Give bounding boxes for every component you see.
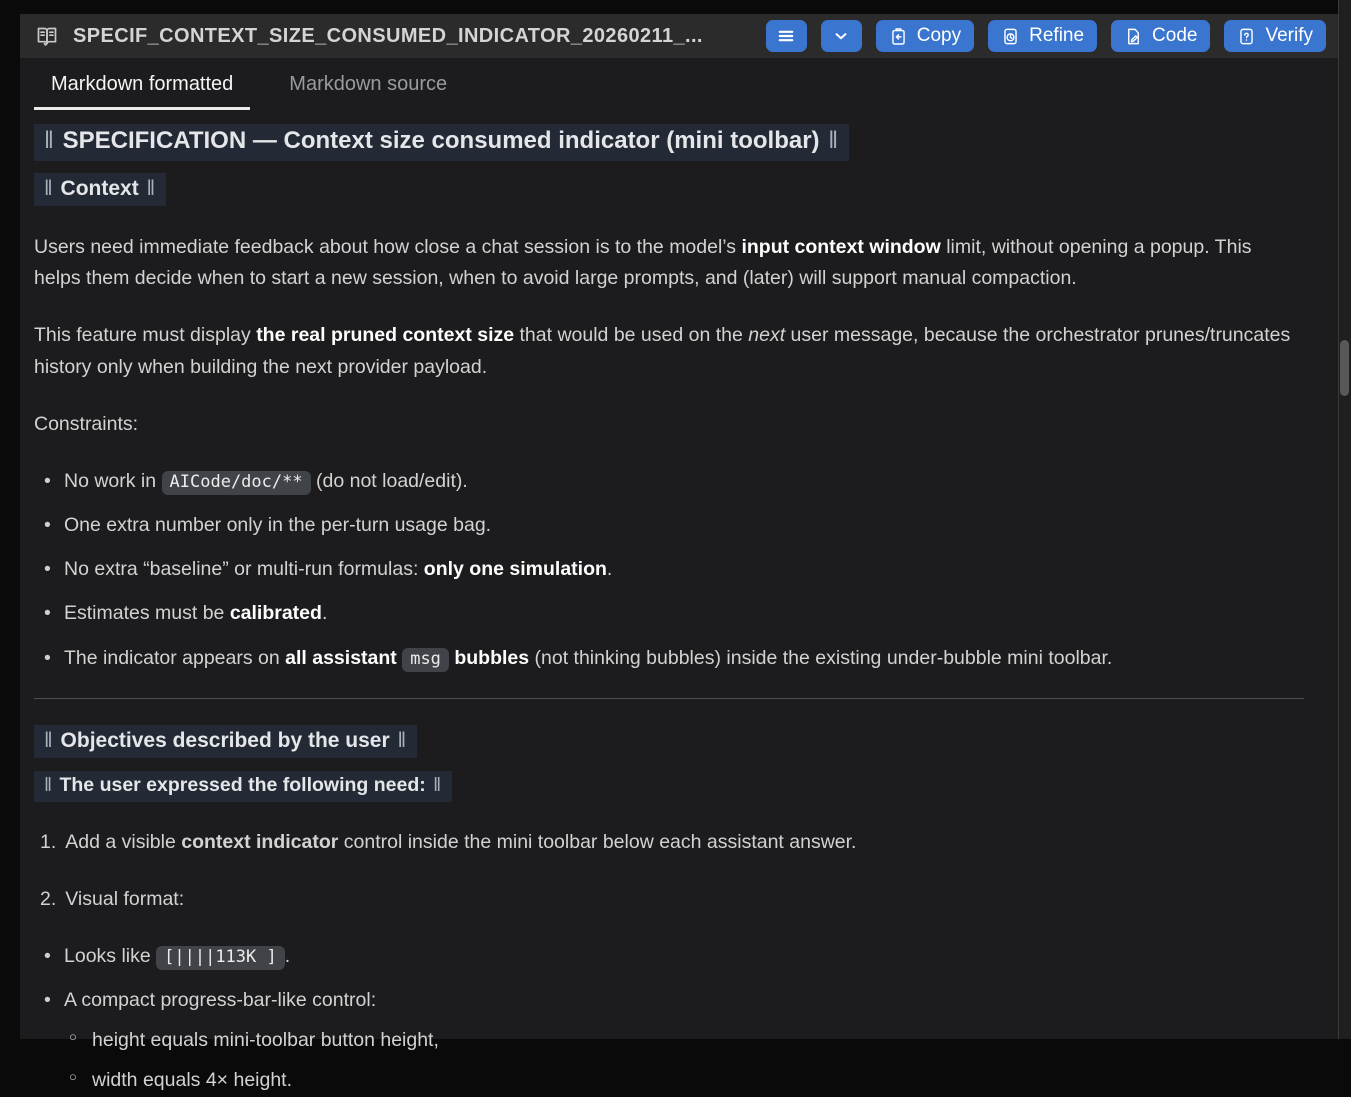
heading-marker: ‖ — [44, 176, 53, 200]
markdown-viewer — [20, 58, 1338, 1097]
h2-objectives-text: Objectives described by the user — [60, 728, 390, 752]
paragraph-feedback: Users need immediate feedback about how close a chat session is to the model’s input context window limit, without opening a popup. This helps them decide when to start a new session, when to avoid large prompts, and (later) will support manual compaction. — [34, 235, 1252, 290]
heading-marker: ‖ — [828, 127, 839, 154]
h3-need-text: The user expressed the following need: — [59, 774, 426, 797]
code-button[interactable] — [1111, 20, 1210, 52]
constraint-item: • One extra number only in the per-turn usage bag. — [34, 510, 1274, 541]
scrollbar-thumb[interactable] — [1340, 340, 1349, 396]
scrollbar-track — [1338, 0, 1351, 1039]
title-bar-actions — [766, 20, 1326, 52]
objective-number: 2. — [40, 887, 57, 910]
compact-control-sublist — [34, 1025, 1304, 1096]
view-tabs — [34, 64, 1304, 110]
objective-text: Visual format: — [65, 887, 185, 910]
need-subheading — [34, 771, 1304, 802]
heading-marker: ‖ — [44, 728, 53, 752]
paragraph-real-pruned: This feature must display the real pruned context size that would be used on the next user message, because the orchestrator prunes/truncates history only when building the next provider payload. — [34, 324, 1291, 378]
h2-context-text: Context — [60, 176, 139, 200]
constraint-item: • No work in AICode/doc/** (do not load/edit). — [34, 466, 1274, 497]
document-title: SPECIF_CONTEXT_SIZE_CONSUMED_INDICATOR_20260211_... — [73, 24, 703, 47]
heading-marker: ‖ — [433, 774, 442, 797]
constraint-item: • Estimates must be calibrated. — [34, 598, 1274, 629]
objective-text: Add a visible context indicator control inside the mini toolbar below each assistant answer. — [65, 831, 857, 854]
looks-like-item: • Looks like [||||113K ] . — [34, 941, 1274, 972]
collapse-button[interactable] — [821, 20, 862, 52]
heading-marker: ‖ — [146, 176, 156, 200]
verify-button-label: Verify — [1265, 25, 1313, 46]
menu-button[interactable] — [766, 20, 807, 52]
code-icon — [1124, 27, 1143, 46]
tab-markdown-source[interactable]: Markdown source — [289, 73, 448, 95]
objective-item-2 — [34, 884, 1304, 915]
section-divider — [34, 698, 1304, 699]
context-heading — [34, 173, 1304, 206]
heading-marker: ‖ — [44, 774, 53, 797]
tab-markdown-formatted[interactable]: Markdown formatted — [34, 64, 250, 110]
code-button-label: Code — [1152, 25, 1198, 46]
hamburger-menu-icon — [776, 26, 796, 46]
constraints-list — [34, 466, 1304, 674]
copy-button[interactable] — [876, 20, 974, 52]
refine-button-label: Refine — [1029, 25, 1085, 46]
compact-control-item: • A compact progress-bar-like control: — [34, 985, 1274, 1016]
refine-icon — [1001, 27, 1020, 46]
heading-marker: ‖ — [44, 127, 54, 154]
open-book-icon — [34, 24, 60, 48]
constraint-item: • No extra “baseline” or multi-run formulas: only one simulation. — [34, 554, 1274, 585]
sub-item-width: ○ width equals 4× height. — [63, 1065, 1304, 1096]
heading-marker: ‖ — [397, 728, 407, 752]
copy-icon — [889, 27, 908, 46]
verify-button[interactable] — [1224, 20, 1326, 52]
title-bar — [20, 14, 1338, 58]
visual-format-list — [34, 941, 1304, 1016]
document-window — [20, 14, 1338, 1092]
sub-item-height: ○ height equals mini-toolbar button height, — [63, 1025, 1304, 1056]
spec-title-heading — [34, 124, 1304, 161]
chevron-down-icon — [832, 27, 850, 45]
h1-text: SPECIFICATION — Context size consumed indicator (mini toolbar) — [62, 127, 820, 154]
objective-item-1 — [34, 827, 1304, 858]
constraints-label: Constraints: — [34, 412, 139, 435]
refine-button[interactable] — [988, 20, 1097, 52]
copy-button-label: Copy — [916, 25, 962, 46]
constraint-item: • The indicator appears on all assistant msg bubbles (not thinking bubbles) inside the existing under-bubble mini toolbar. — [34, 643, 1274, 674]
objectives-heading — [34, 725, 1304, 758]
verify-icon — [1237, 27, 1256, 46]
objective-number: 1. — [40, 831, 57, 854]
